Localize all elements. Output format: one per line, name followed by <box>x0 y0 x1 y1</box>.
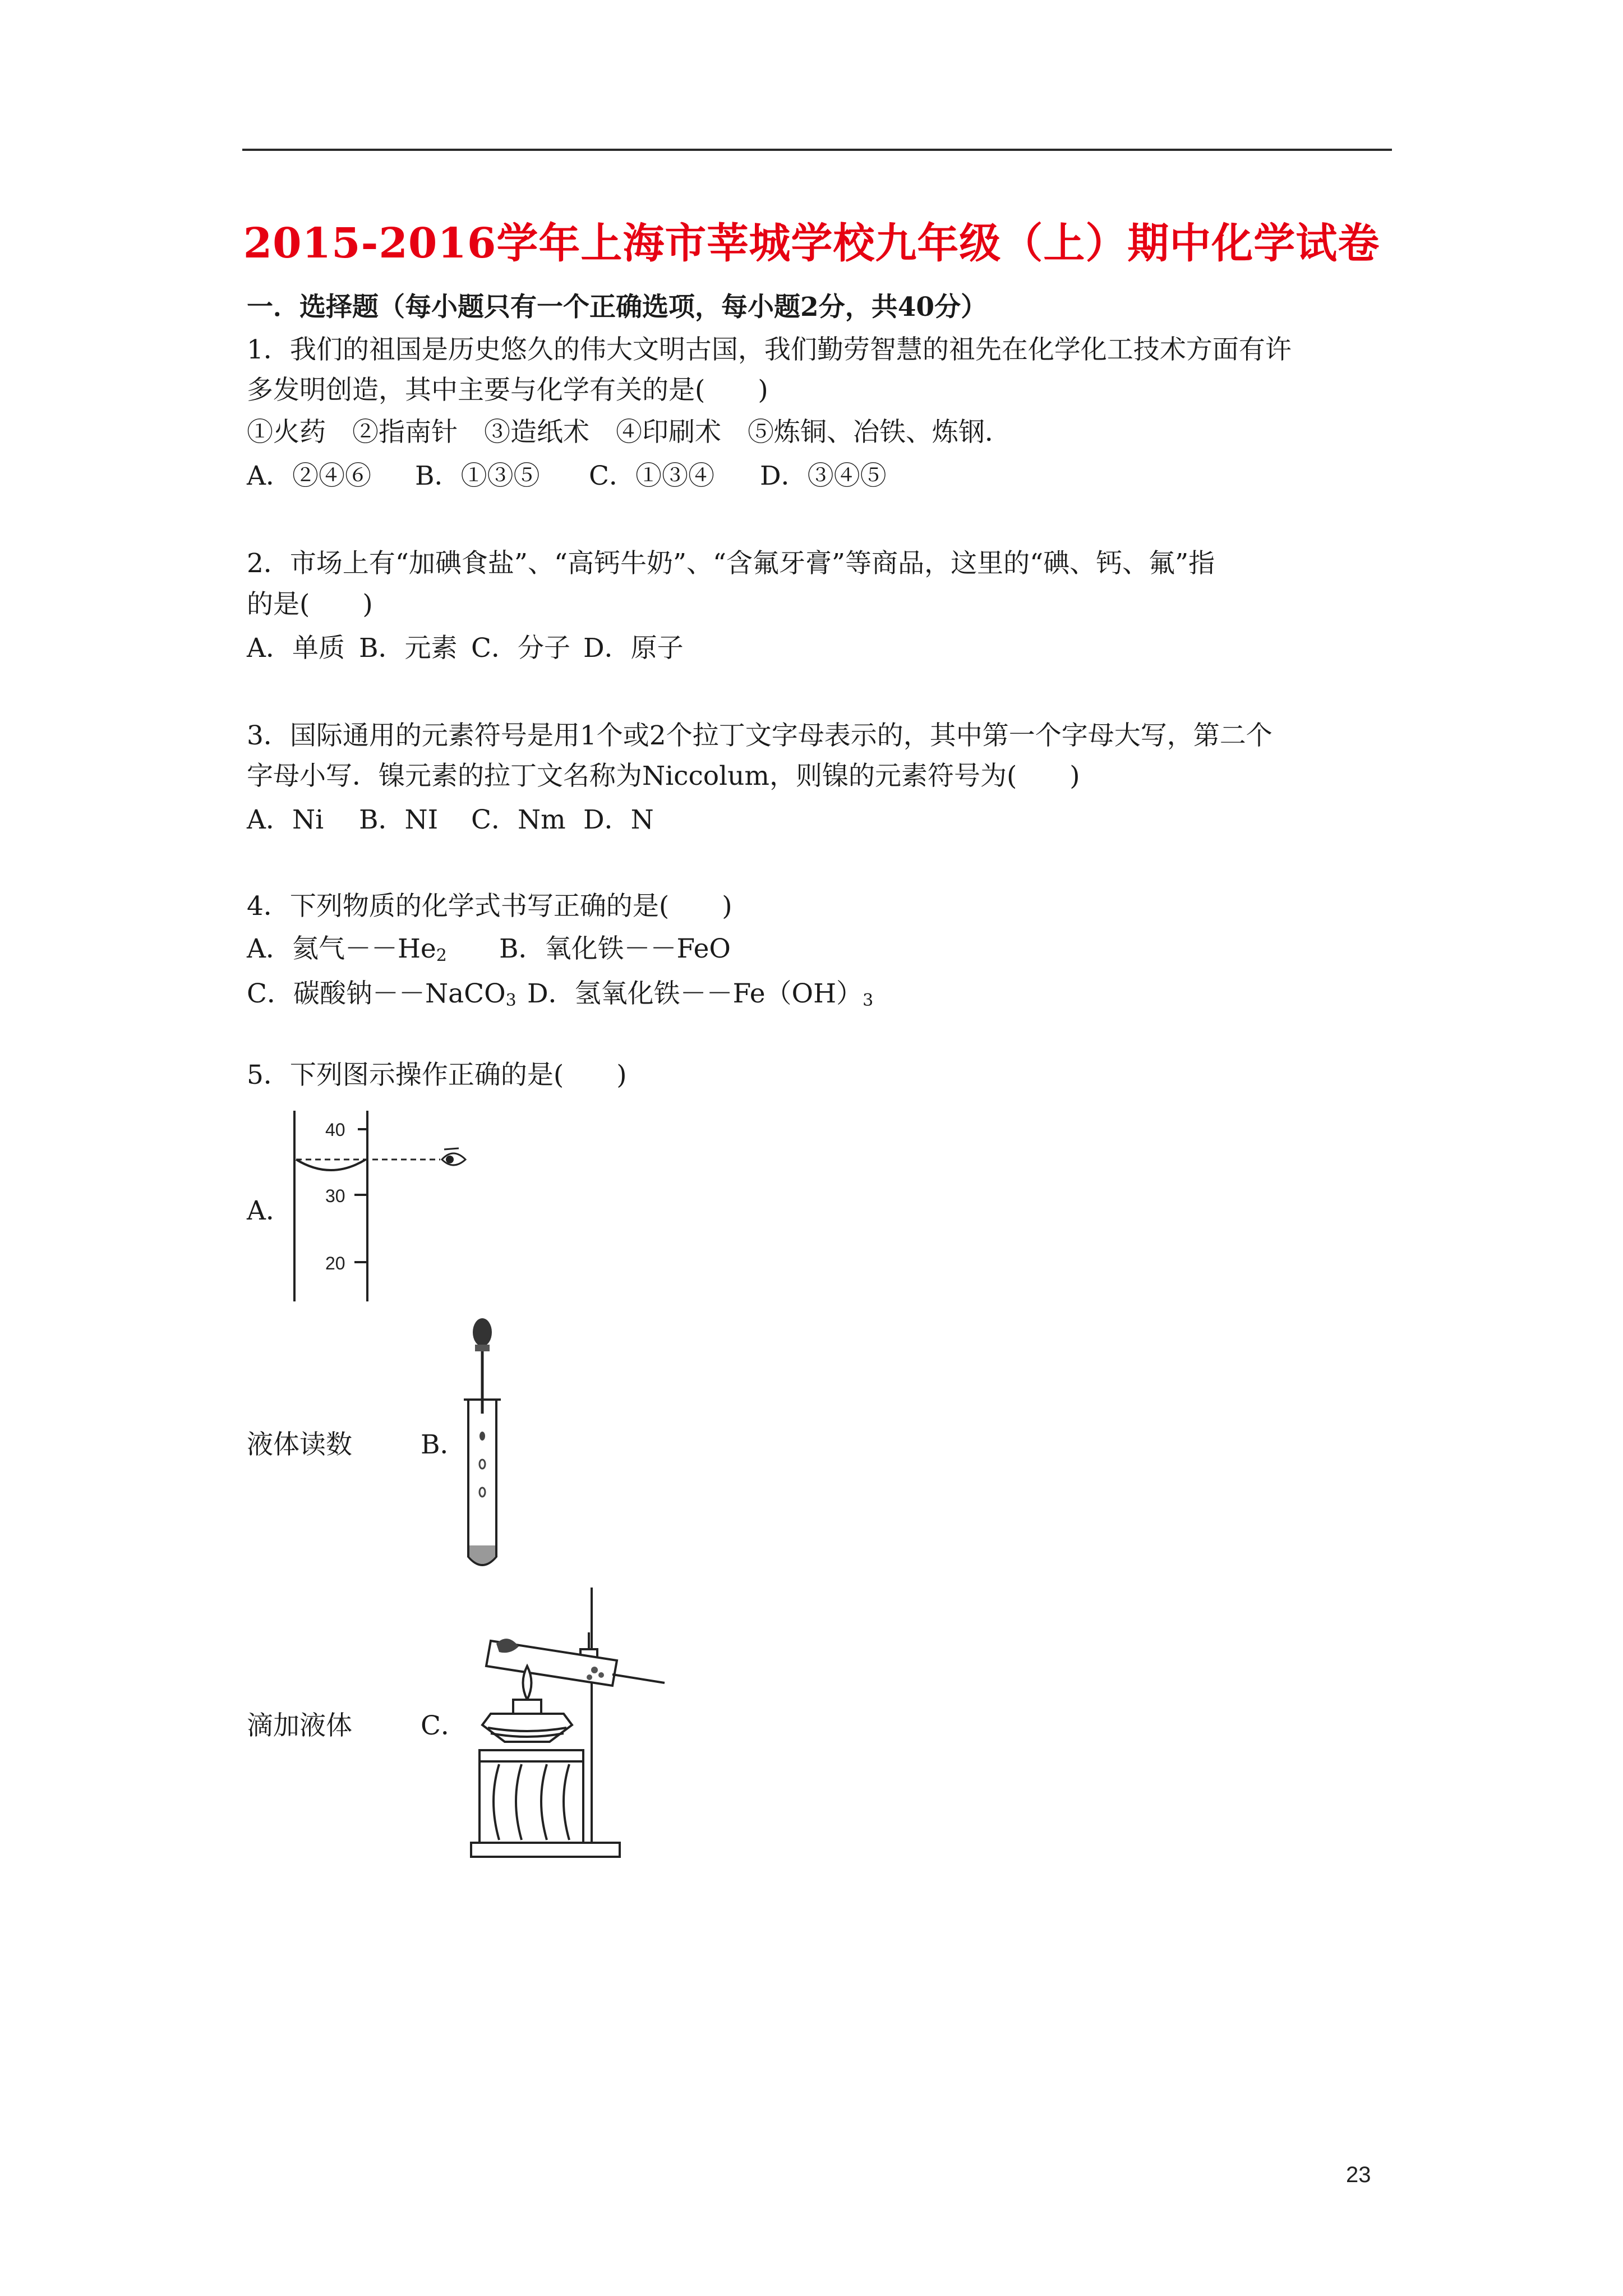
q5-b-caption: 液体读数 <box>247 1429 352 1460</box>
eye-icon <box>442 1148 465 1165</box>
option-d: D．③④⑤ <box>760 461 887 491</box>
header-rule <box>242 149 1392 151</box>
option-d: D．N <box>583 804 654 835</box>
q3-stem-line1: 3．国际通用的元素符号是用1个或2个拉丁文字母表示的，其中第一个字母大写，第二个 <box>247 720 1272 751</box>
tick-label-30: 30 <box>325 1186 345 1206</box>
q1-stem-line1: 1．我们的祖国是历史悠久的伟大文明古国，我们勤劳智慧的祖先在化学化工技术方面有许 <box>247 334 1292 365</box>
q4-options-row2 <box>247 978 874 1010</box>
tick-label-40: 40 <box>325 1120 345 1140</box>
option-b: B．氧化铁－－FeO <box>499 933 731 964</box>
q4-options-row1 <box>247 933 731 965</box>
dropper-test-tube-figure <box>451 1315 513 1573</box>
page-title: 2015-2016学年上海市莘城学校九年级（上）期中化学试卷 <box>243 219 1380 268</box>
option-d: D．原子 <box>583 633 684 664</box>
q5-stem: 5．下列图示操作正确的是( ) <box>247 1060 627 1091</box>
option-a: A．Ni <box>247 804 324 835</box>
option-a: A．单质 <box>247 633 345 664</box>
option-c: C．①③④ <box>589 461 714 491</box>
option-c: C．Nm <box>471 804 566 835</box>
q2-stem-line1: 2．市场上有“加碘食盐”、“高钙牛奶”、“含氟牙膏”等商品，这里的“碘、钙、氟”指 <box>247 548 1215 579</box>
graduated-cylinder-figure <box>286 1108 471 1304</box>
option-d: D．氢氧化铁$--Fe(OH)_3$ <box>527 978 874 1010</box>
q3-options <box>247 804 654 835</box>
q5-option-c-label: C． <box>421 1710 467 1741</box>
q1-items: ①火药 ②指南针 ③造纸术 ④印刷术 ⑤炼铜、冶铁、炼钢． <box>247 417 1011 448</box>
q1-stem-line2: 多发明创造，其中主要与化学有关的是( ) <box>247 375 768 406</box>
q2-options <box>247 633 684 664</box>
option-c: C．分子 <box>471 633 570 664</box>
option-c: C．碳酸钠－－NaCO$_3$ <box>247 978 517 1010</box>
option-a: A．②④⑥ <box>247 461 371 491</box>
q3-stem-line2: 字母小写．镍元素的拉丁文名称为Niccolum，则镍的元素符号为( ) <box>247 761 1080 792</box>
q1-options <box>247 463 887 489</box>
heating-apparatus-figure <box>465 1588 684 1862</box>
option-b: B．元素 <box>359 633 458 664</box>
q5-option-b-label: B． <box>421 1429 467 1460</box>
option-a: A．氦气$--He_2$ <box>247 933 447 965</box>
q4-stem: 4．下列物质的化学式书写正确的是( ) <box>247 891 732 922</box>
page-number: 23 <box>1346 2162 1371 2187</box>
tick-label-20: 20 <box>325 1253 345 1273</box>
option-b: B．①③⑤ <box>415 461 540 491</box>
section-heading: 一．选择题（每小题只有一个正确选项，每小题2分，共40分） <box>247 292 988 323</box>
q2-stem-line2: 的是( ) <box>247 589 373 620</box>
q5-c-caption: 滴加液体 <box>247 1710 352 1741</box>
q5-option-a-label: A． <box>247 1195 292 1226</box>
option-b: B．NI <box>359 804 439 835</box>
